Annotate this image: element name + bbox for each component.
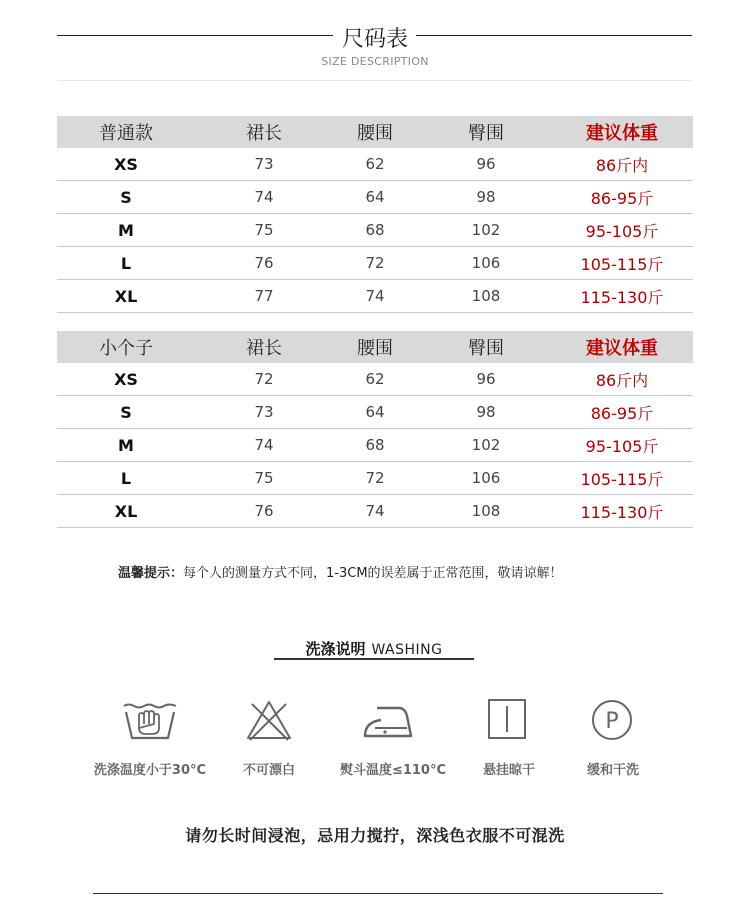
hip-cell: 98 [476,403,496,421]
hip-cell: 98 [476,188,496,206]
weight-cell: 86斤内 [595,155,649,175]
size-cell: XS [114,154,138,174]
header-skirt-length: 裙长 [246,338,282,359]
size-cell: S [120,187,132,207]
weight-cell: 105-115斤 [580,254,664,274]
length-cell: 74 [254,436,274,454]
size-cell: L [120,253,132,273]
washing-warning: 请勿长时间浸泡，忌用力搅拧，深浅色衣服不可混洗 [185,826,565,845]
length-cell: 75 [254,221,274,239]
waist-cell: 74 [365,287,385,305]
weight-cell: 105-115斤 [580,469,664,489]
washing-title-underline [274,658,474,660]
hip-cell: 102 [471,436,501,454]
hip-cell: 108 [471,287,501,305]
length-cell: 76 [254,254,274,272]
hip-cell: 106 [471,469,501,487]
header-skirt-length: 裙长 [246,123,282,144]
weight-cell: 95-105斤 [585,221,659,241]
tip-text: 每个人的测量方式不同，1-3CM的误差属于正常范围，敬请谅解！ [183,566,563,581]
size-table-regular [57,116,693,313]
waist-cell: 72 [365,469,385,487]
weight-cell: 86-95斤 [590,188,654,208]
size-cell: XL [114,501,138,521]
table-row [57,462,693,495]
header-waist: 腰围 [357,123,393,144]
hand-wash-label: 洗涤温度小于30°C [93,763,207,778]
length-cell: 73 [254,403,274,421]
size-cell: S [120,402,132,422]
table-row [57,181,693,214]
length-cell: 76 [254,502,274,520]
waist-cell: 72 [365,254,385,272]
size-cell: L [120,468,132,488]
no-bleach-label: 不可漂白 [242,763,295,778]
length-cell: 72 [254,370,274,388]
dry-clean-letter: P [605,709,619,734]
washing-title [274,638,474,659]
table-row [57,396,693,429]
table-row [57,280,693,313]
hip-cell: 96 [476,155,496,173]
hang-dry-icon [452,698,562,748]
hip-cell: 102 [471,221,501,239]
hand-wash-icon [95,698,205,748]
table-row [57,148,693,181]
dry-clean-p-icon [557,698,667,748]
table-header-row [57,116,693,148]
weight-cell: 86斤内 [595,370,649,390]
header-style: 普通款 [99,123,153,144]
table-row [57,495,693,528]
page-title: 尺码表 [341,27,408,52]
waist-cell: 68 [365,436,385,454]
table-row [57,247,693,280]
bottom-divider [93,893,663,894]
header-divider [57,80,692,81]
header-style: 小个子 [99,338,153,359]
table-row [57,363,693,396]
page-subtitle: SIZE DESCRIPTION [321,55,429,68]
header-waist: 腰围 [357,338,393,359]
hip-cell: 106 [471,254,501,272]
washing-title-cn: 洗涤说明 [305,640,366,658]
waist-cell: 62 [365,155,385,173]
header-hip: 臀围 [468,123,504,144]
size-cell: XS [114,369,138,389]
header-suggested-weight: 建议体重 [586,338,658,359]
measurement-tip [118,562,563,581]
header-suggested-weight: 建议体重 [586,123,658,144]
tip-label: 温馨提示： [118,566,184,581]
weight-cell: 86-95斤 [590,403,654,423]
length-cell: 73 [254,155,274,173]
weight-cell: 115-130斤 [580,502,664,522]
iron-icon [333,698,443,748]
waist-cell: 64 [365,403,385,421]
length-cell: 77 [254,287,274,305]
iron-label: 熨斗温度≤110°C [339,763,447,778]
hang-dry-label: 悬挂晾干 [482,763,535,778]
hip-cell: 108 [471,502,501,520]
no-bleach-icon [214,698,324,748]
size-cell: M [118,435,134,455]
size-cell: M [118,220,134,240]
dry-clean-label: 缓和干洗 [586,763,639,778]
table-header-row [57,331,693,363]
waist-cell: 68 [365,221,385,239]
weight-cell: 115-130斤 [580,287,664,307]
size-table-petite [57,331,693,528]
washing-title-en: WASHING [371,642,443,658]
table-row [57,429,693,462]
length-cell: 75 [254,469,274,487]
table-row [57,214,693,247]
weight-cell: 95-105斤 [585,436,659,456]
length-cell: 74 [254,188,274,206]
waist-cell: 62 [365,370,385,388]
hip-cell: 96 [476,370,496,388]
waist-cell: 74 [365,502,385,520]
waist-cell: 64 [365,188,385,206]
size-cell: XL [114,286,138,306]
header-hip: 臀围 [468,338,504,359]
